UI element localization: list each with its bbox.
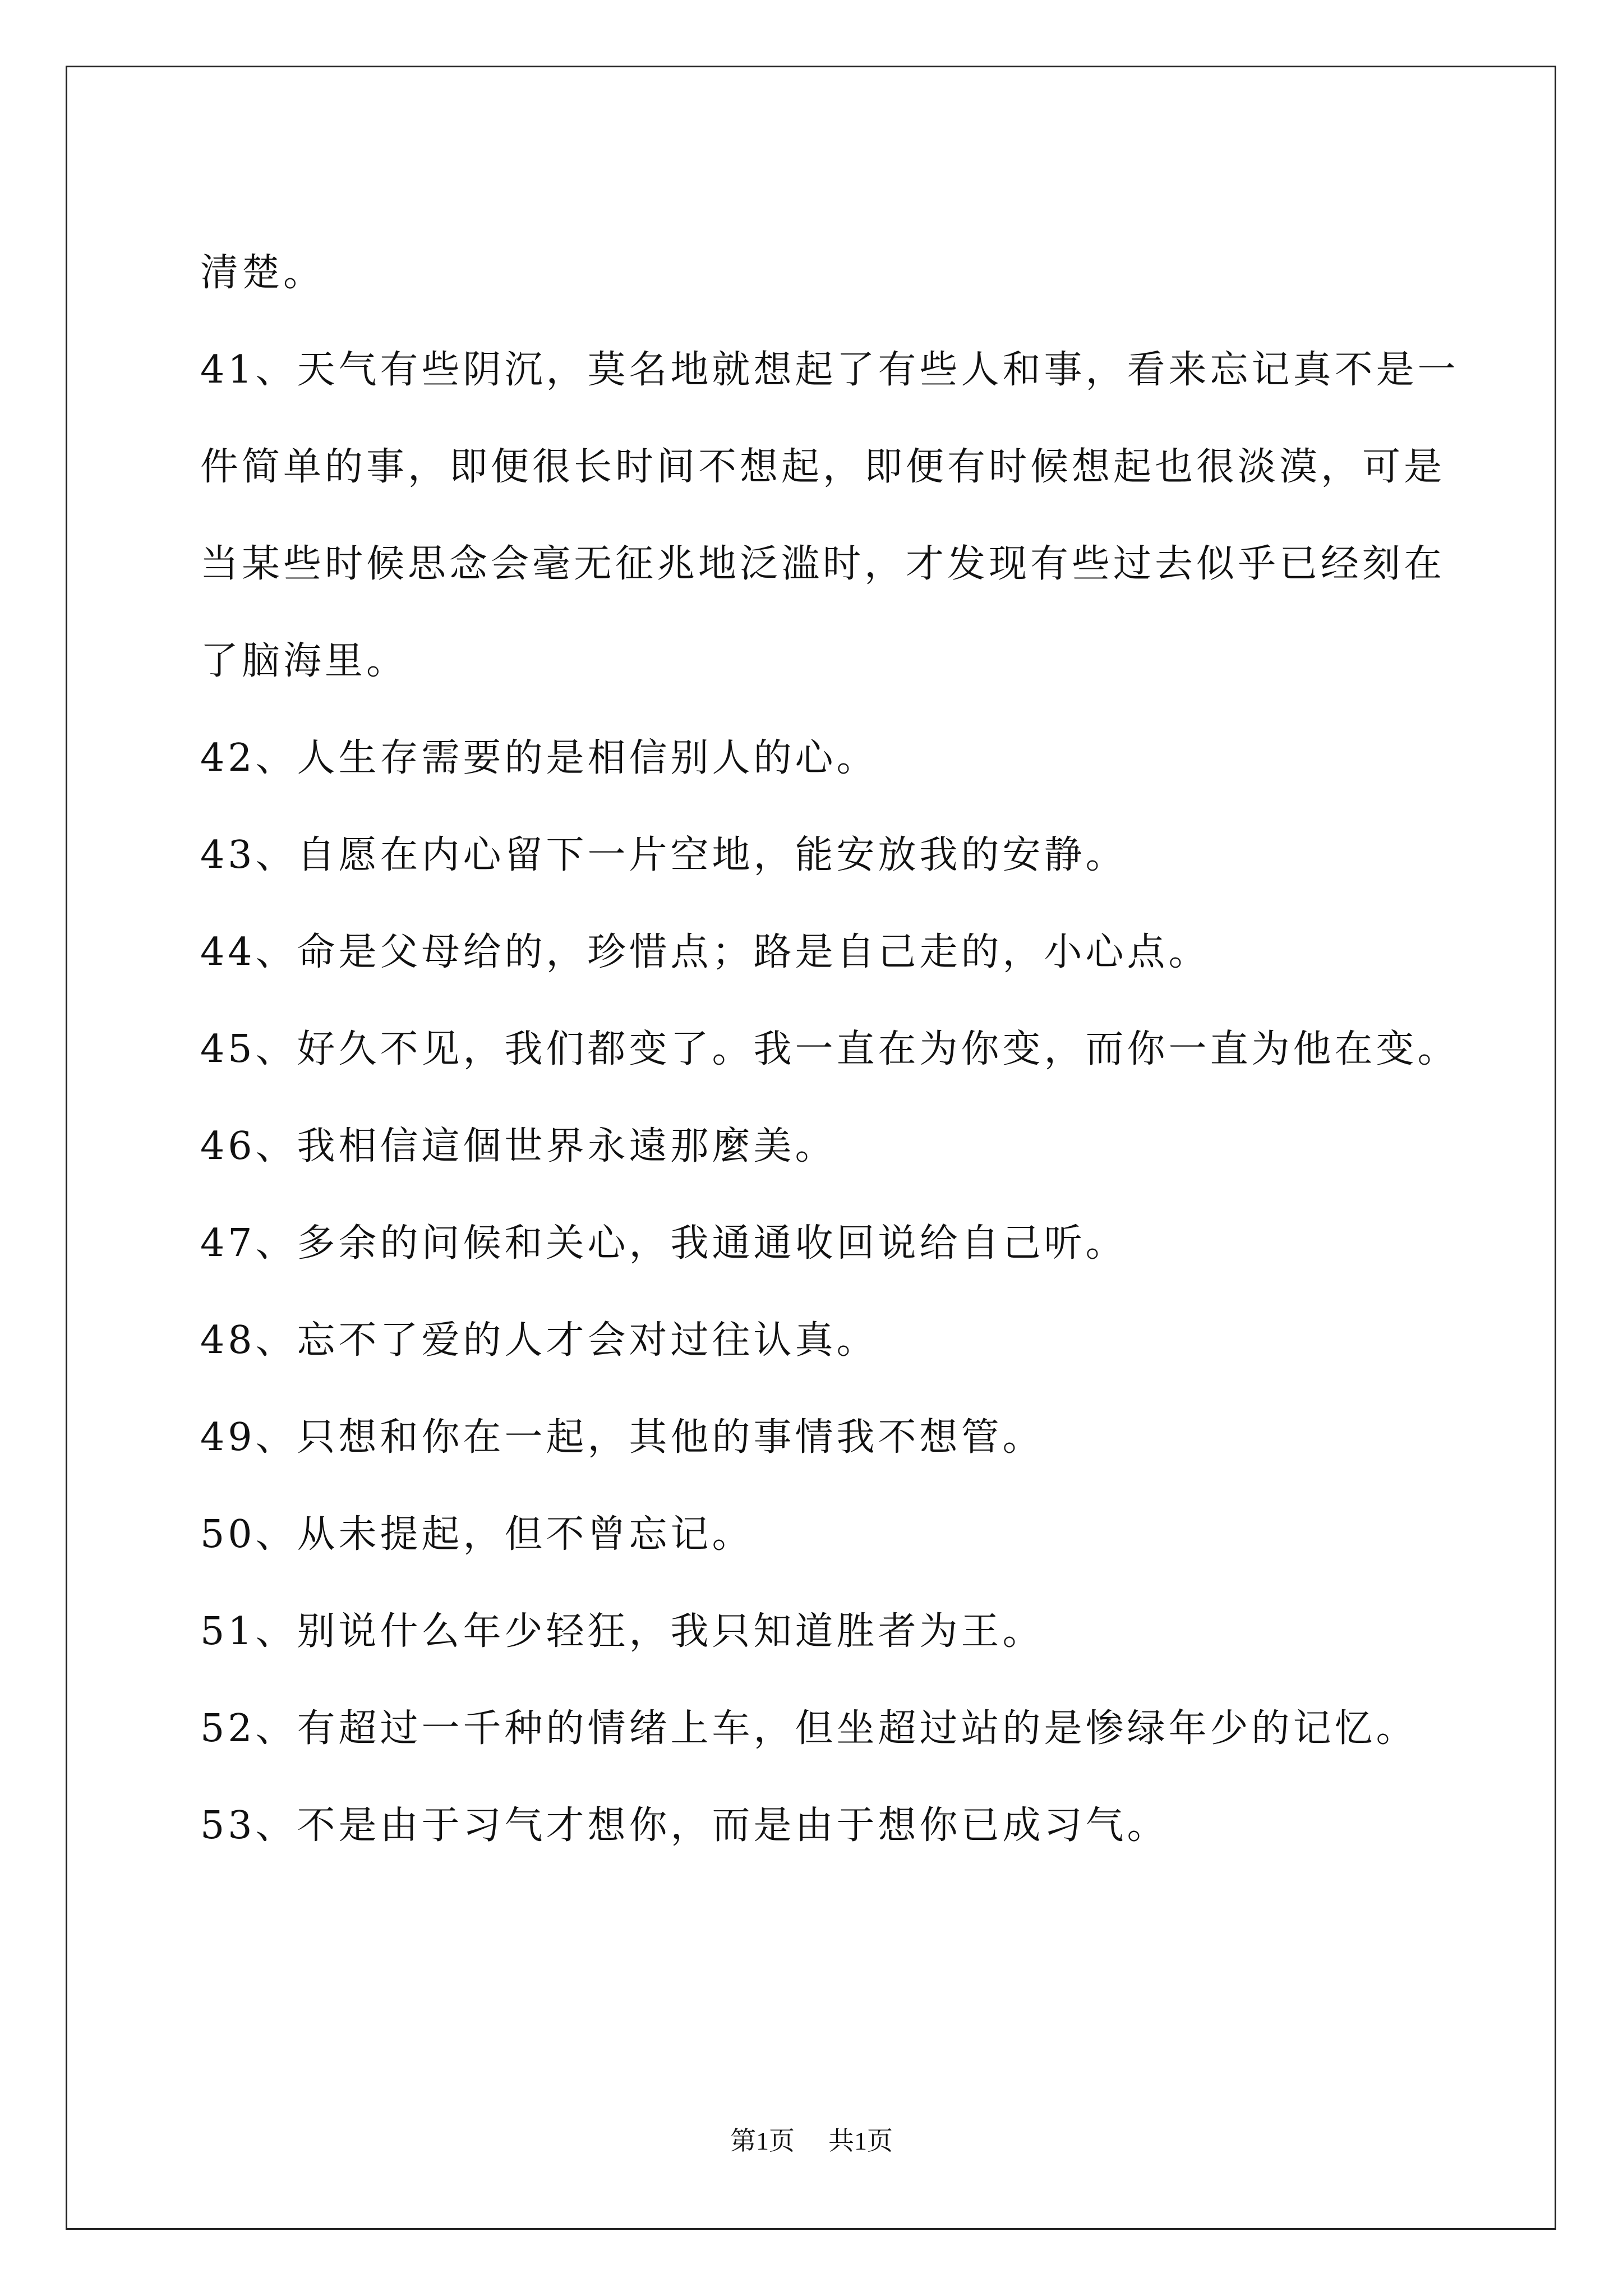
text-line: 43、自愿在内心留下一片空地，能安放我的安静。 [200,833,1127,877]
text-line: 48、忘不了爱的人才会对过往认真。 [200,1318,878,1363]
text-line: 45、好久不见，我们都变了。我一直在为你变，而你一直为他在变。 [200,1027,1459,1071]
text-line: 51、别说什么年少轻狂，我只知道胜者为王。 [200,1609,1044,1654]
page-number-current: 第1页 [730,2127,795,2155]
text-line: 42、人生存需要的是相信别人的心。 [200,736,878,780]
text-line: 46、我相信這個世界永遠那麼美。 [200,1124,837,1168]
text-line: 53、不是由于习气才想你，而是由于想你已成习气。 [200,1803,1169,1848]
text-line: 件简单的事，即便很长时间不想起，即便有时候想起也很淡漠，可是 [200,445,1446,489]
text-line: 47、多余的问候和关心，我通通收回说给自己听。 [200,1221,1127,1266]
text-line: 50、从未提起，但不曾忘记。 [200,1512,754,1557]
text-line: 清楚。 [200,251,325,295]
text-line: 44、命是父母给的，珍惜点；路是自己走的，小心点。 [200,930,1210,974]
page-footer [0,2120,1623,2157]
text-line: 了脑海里。 [200,639,408,683]
text-line: 49、只想和你在一起，其他的事情我不想管。 [200,1415,1044,1460]
text-line: 当某些时候思念会毫无征兆地泛滥时，才发现有些过去似乎已经刻在 [200,542,1446,586]
text-line: 41、天气有些阴沉，莫名地就想起了有些人和事，看来忘记真不是一 [200,348,1459,392]
page-number-total: 共1页 [828,2127,893,2155]
text-line: 52、有超过一千种的情绪上车，但坐超过站的是惨绿年少的记忆。 [200,1706,1418,1751]
document-body [200,224,1459,1874]
